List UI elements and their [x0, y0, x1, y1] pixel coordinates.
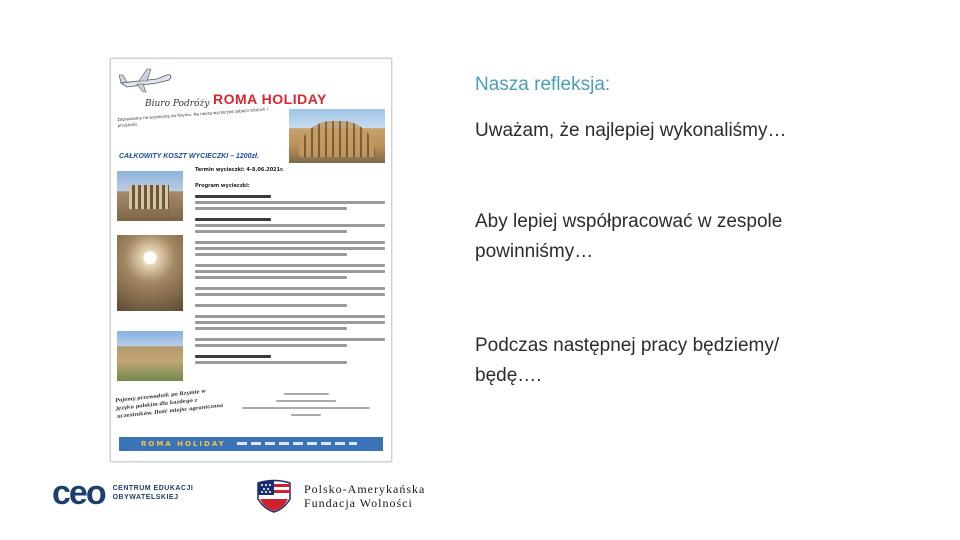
poster-program-heading: Program wycieczki: — [195, 183, 250, 189]
reflection-heading: Nasza refleksja: — [475, 74, 611, 95]
ceo-logo-line-2: OBYWATELSKIEJ — [112, 494, 179, 501]
ceo-logo-name — [113, 484, 194, 502]
forum-photo — [117, 171, 183, 221]
flag-shield-icon — [254, 479, 294, 513]
reflection-prompt-2-line-1: Aby lepiej współpracować w zespole — [475, 211, 783, 232]
ceo-logo-line-1: CENTRUM EDUKACJI — [112, 485, 194, 492]
poster-headline: ROMA HOLIDAY — [213, 91, 327, 107]
pafw-logo-line-1: Polsko-Amerykańska — [304, 482, 426, 496]
poster-total-cost: CAŁKOWITY KOSZT WYCIECZKI – 1200zł. — [119, 153, 259, 160]
airplane-icon — [117, 65, 173, 95]
poster-included-list — [231, 393, 381, 421]
poster-handwritten-note: Pojemy przewodnik po Rzymie w języku polskim dla każdego z uczestników. Ilość miejsc ograniczona — [115, 388, 224, 420]
circus-maximus-photo — [117, 331, 183, 381]
ceo-logo-mark: ceo — [52, 474, 105, 512]
poster-footer-contact — [237, 442, 357, 445]
poster-program-text — [195, 195, 385, 367]
reflection-prompt-3-line-1: Podczas następnej pracy będziemy/ — [475, 335, 780, 356]
reflection-prompt-2-line-2: powinniśmy… — [475, 241, 594, 262]
reflection-prompt-2 — [475, 207, 782, 267]
poster-footer-brand: ROMA HOLIDAY — [141, 440, 226, 448]
poster-term: Termin wycieczki: 4-8.06.2021r. — [195, 167, 284, 173]
poster-footer — [119, 437, 383, 451]
ceo-logo — [52, 474, 194, 512]
pafw-logo — [254, 478, 425, 514]
pafw-logo-line-2: Fundacja Wolności — [304, 496, 413, 510]
reflection-prompt-3-line-2: będę…. — [475, 365, 542, 386]
colosseum-photo — [289, 109, 385, 163]
reflection-prompt-3 — [475, 331, 779, 391]
agency-name: Biuro Podróży — [145, 99, 210, 109]
reflection-prompt-1: Uważam, że najlepiej wykonaliśmy… — [475, 120, 787, 141]
pafw-logo-name — [304, 482, 425, 510]
pantheon-photo — [117, 235, 183, 311]
poster-intro: Zapraszamy na wycieczkę do Rzymu. Na naszą wycieczkę zabierz bliskich i przyjaciół. — [117, 106, 268, 128]
travel-poster-image — [110, 58, 392, 462]
